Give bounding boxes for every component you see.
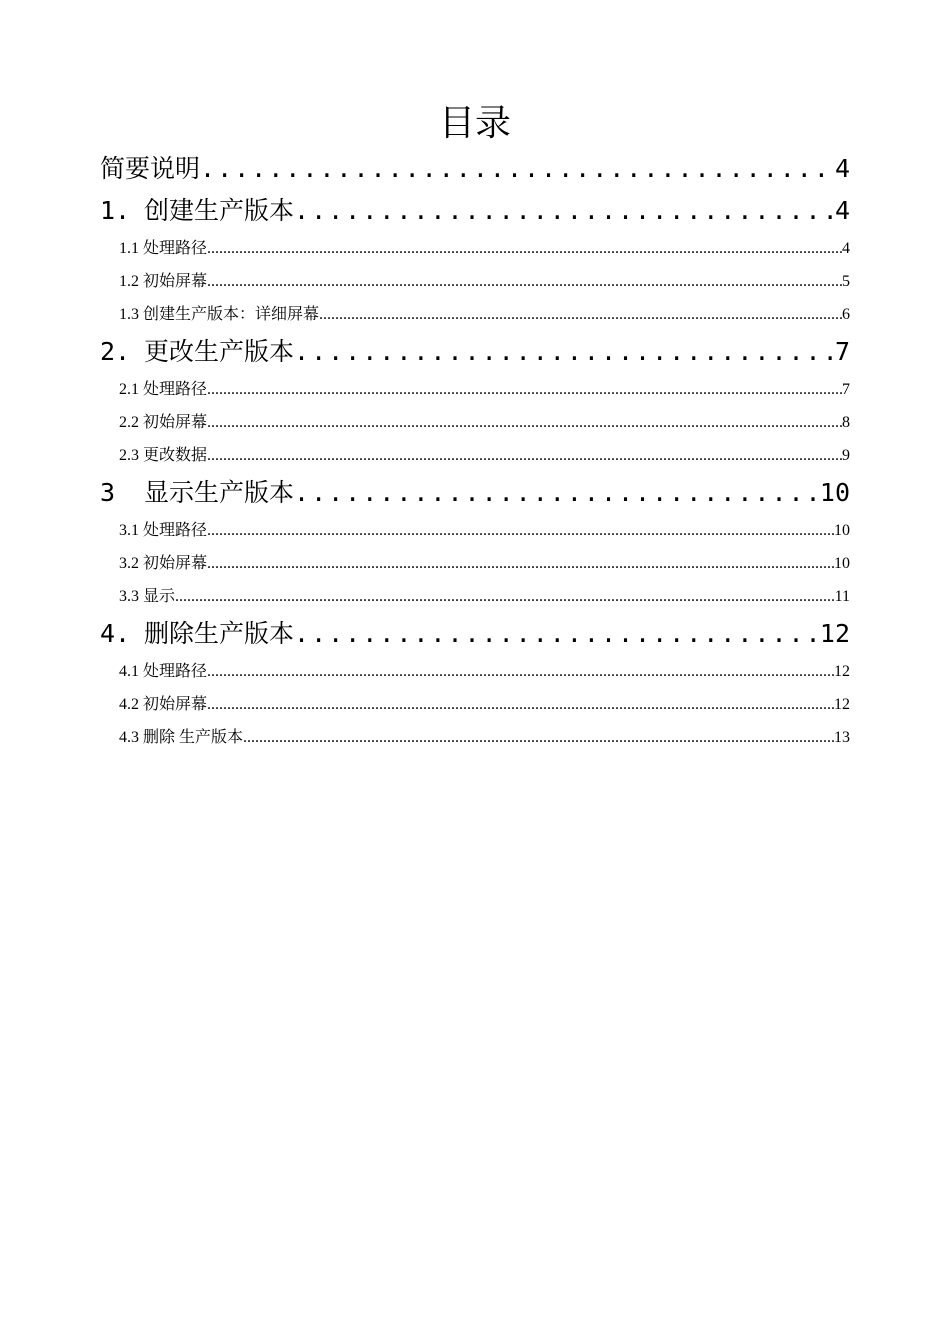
toc-leader-dots	[207, 439, 842, 472]
toc-entry[interactable]	[100, 547, 850, 580]
toc-entry-label	[119, 721, 243, 754]
toc-entry[interactable]	[100, 331, 850, 373]
toc-entry[interactable]	[100, 190, 850, 232]
toc-entry-title: 处理路径	[143, 240, 208, 257]
toc-leader-dots	[207, 232, 842, 265]
toc-entry-page: 12	[834, 696, 850, 713]
toc-entry[interactable]	[100, 232, 850, 265]
toc-entry-number: 3	[100, 478, 116, 507]
toc-entry-page: 7	[842, 381, 850, 398]
toc-entry-number: 2.2	[119, 414, 139, 431]
toc-entry-label	[100, 613, 294, 655]
toc-entry[interactable]	[100, 298, 850, 331]
toc-entry-label	[119, 406, 207, 439]
toc-entry-label	[100, 148, 200, 190]
toc-leader-dots	[294, 331, 835, 373]
toc-leader-dots	[207, 373, 842, 406]
toc-entry-label	[119, 688, 207, 721]
toc-entry[interactable]	[100, 439, 850, 472]
toc-entry-page: 8	[842, 414, 850, 431]
toc-entry-page: 7	[834, 337, 850, 366]
toc-leader-dots	[207, 547, 834, 580]
toc-entry-page: 13	[834, 729, 850, 746]
toc-entry-number: 2.3	[119, 447, 139, 464]
toc-entry-number: 1.2	[119, 273, 139, 290]
toc-entry-page: 4	[834, 196, 850, 225]
toc-entry[interactable]	[100, 472, 850, 514]
toc-entry-title: 初始屏幕	[143, 414, 208, 431]
toc-entry-page: 10	[834, 555, 850, 572]
toc-entry[interactable]	[100, 373, 850, 406]
toc-entry-title: 初始屏幕	[143, 555, 208, 572]
toc-entry-page: 5	[842, 273, 850, 290]
toc-entry-title: 创建生产版本：详细屏幕	[143, 306, 320, 323]
toc-entry-page: 4	[842, 240, 850, 257]
toc-leader-dots	[207, 514, 834, 547]
toc-entry-label	[100, 331, 294, 373]
toc-entry-title: 初始屏幕	[143, 273, 208, 290]
toc-entry-label	[100, 190, 294, 232]
toc-entry-page: 12	[819, 619, 850, 648]
toc-entry[interactable]	[100, 721, 850, 754]
toc-entry-number: 1.3	[119, 306, 139, 323]
toc-entry-title: 处理路径	[143, 663, 208, 680]
toc-entry[interactable]	[100, 688, 850, 721]
toc-entry-number: 4.	[100, 619, 131, 648]
toc-entry-number: 3.1	[119, 522, 139, 539]
toc-entry-title: 处理路径	[143, 381, 208, 398]
toc-entry[interactable]	[100, 406, 850, 439]
toc-entry-title: 删除生产版本	[144, 619, 295, 648]
toc-entry-number: 4.1	[119, 663, 139, 680]
toc-entry-label	[119, 373, 207, 406]
toc-leader-dots	[207, 655, 834, 688]
toc-leader-dots	[207, 265, 842, 298]
toc-entry-title: 初始屏幕	[143, 696, 208, 713]
toc-entry-number: 1.	[100, 196, 131, 225]
toc-entry-title: 删除 生产版本	[143, 729, 244, 746]
toc-leader-dots	[207, 688, 834, 721]
toc-entry-label	[119, 655, 207, 688]
toc-entry-label	[119, 514, 207, 547]
toc-leader-dots	[207, 406, 842, 439]
toc-entry-label	[100, 472, 294, 514]
toc-title: 目录	[438, 103, 511, 144]
toc-entry[interactable]	[100, 265, 850, 298]
toc-entry-title: 处理路径	[143, 522, 208, 539]
toc-entry-title: 更改生产版本	[144, 337, 295, 366]
toc-entry[interactable]	[100, 514, 850, 547]
toc-entry-title: 创建生产版本	[144, 196, 295, 225]
toc-entry-number: 4.2	[119, 696, 139, 713]
toc-entry[interactable]	[100, 613, 850, 655]
toc-leader-dots	[243, 721, 834, 754]
toc-entry-title: 更改数据	[143, 447, 208, 464]
toc-entry-page: 10	[819, 478, 850, 507]
toc-entry-page: 10	[834, 522, 850, 539]
toc-entry-label	[119, 439, 207, 472]
toc-leader-dots	[200, 148, 835, 190]
toc-entry-page: 11	[834, 588, 850, 605]
toc-entry-page: 6	[842, 306, 850, 323]
document-page	[100, 100, 850, 754]
toc-entry-number: 3.2	[119, 555, 139, 572]
toc-entry-label	[119, 547, 207, 580]
toc-entry-number: 4.3	[119, 729, 139, 746]
toc-entry[interactable]	[100, 148, 850, 190]
toc-entry-title: 显示生产版本	[144, 478, 295, 507]
toc-leader-dots	[319, 298, 842, 331]
toc-entry-label	[119, 580, 175, 613]
toc-entry-label	[119, 232, 207, 265]
toc-leader-dots	[294, 190, 835, 232]
toc-entry-title: 简要说明	[100, 154, 201, 183]
toc-entry[interactable]	[100, 580, 850, 613]
toc-entry-page: 12	[834, 663, 850, 680]
toc-entry-label	[119, 265, 207, 298]
toc-leader-dots	[175, 580, 835, 613]
toc-entry-label	[119, 298, 319, 331]
toc-entry-number: 2.	[100, 337, 131, 366]
toc-leader-dots	[294, 613, 820, 655]
toc-list	[100, 148, 850, 754]
toc-entry[interactable]	[100, 655, 850, 688]
toc-entry-number: 3.3	[119, 588, 139, 605]
toc-entry-title: 显示	[143, 588, 176, 605]
toc-leader-dots	[294, 472, 820, 514]
toc-entry-page: 9	[842, 447, 850, 464]
toc-entry-number: 2.1	[119, 381, 139, 398]
toc-entry-number: 1.1	[119, 240, 139, 257]
toc-entry-page: 4	[834, 154, 850, 183]
